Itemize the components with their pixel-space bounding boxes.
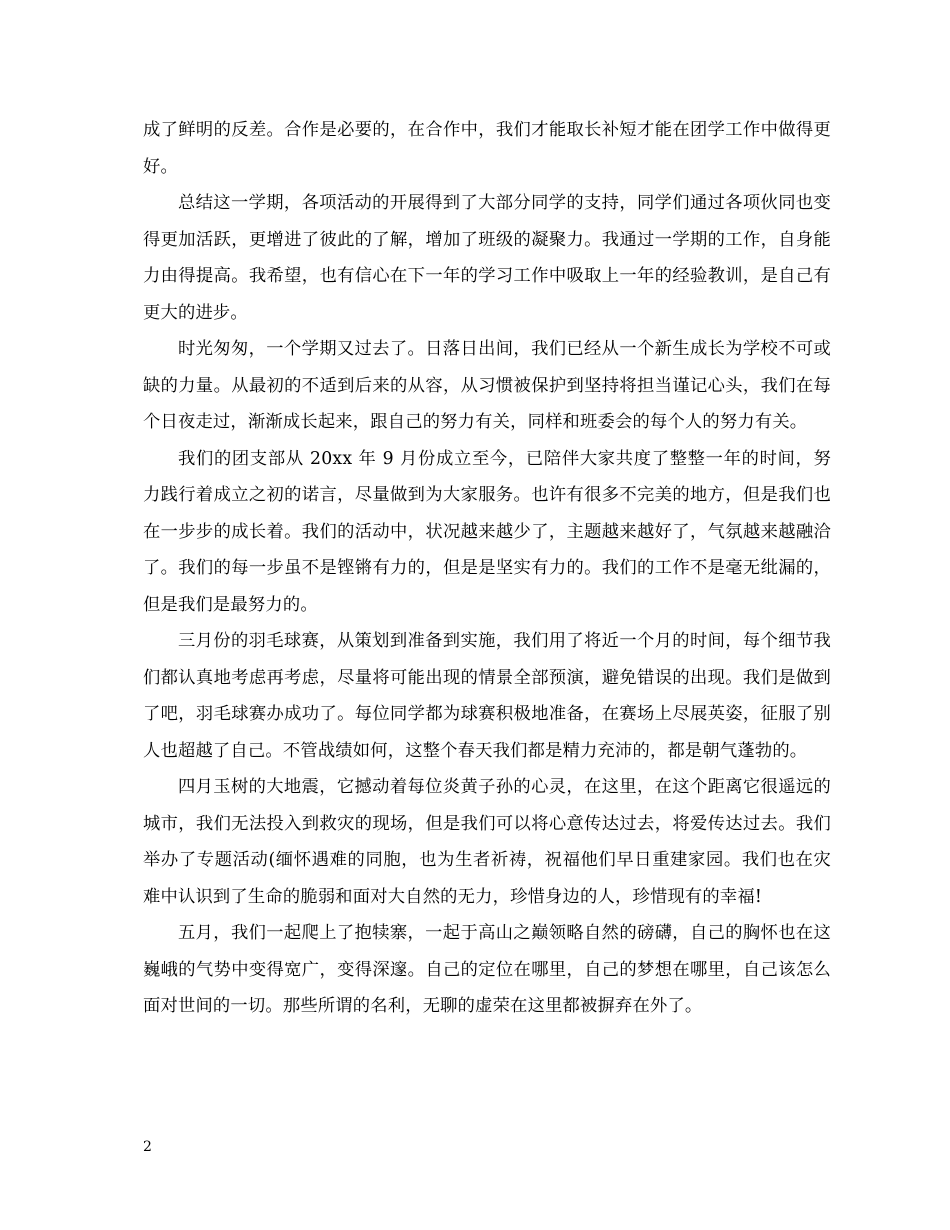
paragraph: 我们的团支部从 20xx 年 9 月份成立至今，已陪伴大家共度了整整一年的时间，努力践行着成立之初的诺言，尽量做到为大家服务。也许有很多不完美的地方，但是我们也在一步步的成长着。我们的活动中，状况越来越少了，主题越来越好了，气氛越来越融洽了。我们的每一步虽不是铿锵有力的，但是是坚实有力的。我们的工作不是毫无纰漏的，但是我们是最努力的。 xyxy=(143,448,831,615)
page-number: 2 xyxy=(143,1139,152,1155)
paragraph: 五月，我们一起爬上了抱犊寨，一起于高山之巅领略自然的磅礴，自己的胸怀也在这巍峨的气势中变得宽广，变得深邃。自己的定位在哪里，自己的梦想在哪里，自己该怎么面对世间的一切。那些所谓的名利，无聊的虚荣在这里都被摒弃在外了。 xyxy=(143,923,831,1016)
paragraph: 成了鲜明的反差。合作是必要的，在合作中，我们才能取长补短才能在团学工作中做得更好。 xyxy=(143,120,831,177)
paragraph: 三月份的羽毛球赛，从策划到准备到实施，我们用了将近一个月的时间，每个细节我们都认真地考虑再考虑，尽量将可能出现的情景全部预演，避免错误的出现。我们是做到了吧，羽毛球赛办成功了。每位同学都为球赛积极地准备，在赛场上尽展英姿，征服了别人也超越了自己。不管战绩如何，这整个春天我们都是精力充沛的，都是朝气蓬勃的。 xyxy=(143,631,831,761)
document-body xyxy=(143,112,831,1025)
paragraph: 四月玉树的大地震，它撼动着每位炎黄子孙的心灵，在这里，在这个距离它很遥远的城市，我们无法投入到救灾的现场，但是我们可以将心意传达过去，将爱传达过去。我们举办了专题活动(缅怀遇难的同胞，也为生者祈祷，祝福他们早日重建家园。我们也在灾难中认识到了生命的脆弱和面对大自然的无力，珍惜身边的人，珍惜现有的幸福! xyxy=(143,777,831,907)
paragraph: 时光匆匆，一个学期又过去了。日落日出间，我们已经从一个新生成长为学校不可或缺的力量。从最初的不适到后来的从容，从习惯被保护到坚持将担当谨记心头，我们在每个日夜走过，渐渐成长起来，跟自己的努力有关，同样和班委会的每个人的努力有关。 xyxy=(143,339,831,432)
paragraph: 总结这一学期，各项活动的开展得到了大部分同学的支持，同学们通过各项伙同也变得更加活跃，更增进了彼此的了解，增加了班级的凝聚力。我通过一学期的工作，自身能力由得提高。我希望，也有信心在下一年的学习工作中吸取上一年的经验教训，是自己有更大的进步。 xyxy=(143,193,831,323)
